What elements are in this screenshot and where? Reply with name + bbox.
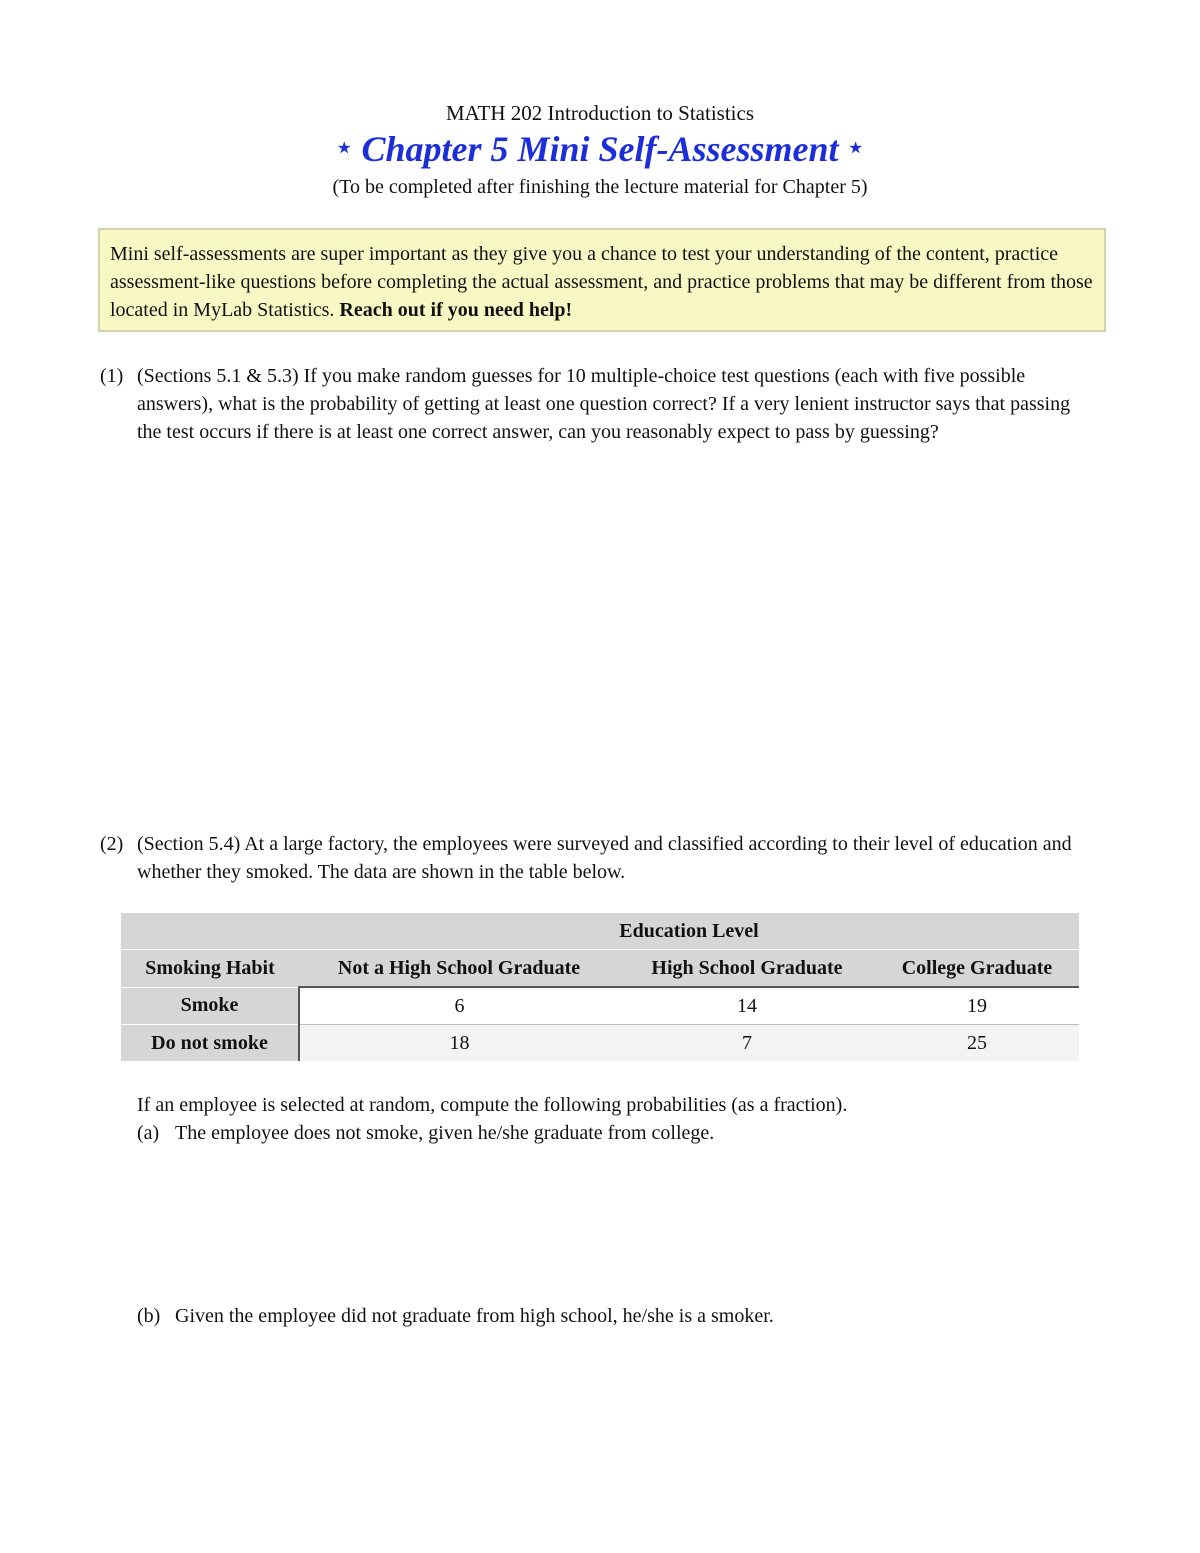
question-text: (Section 5.4) At a large factory, the employees were surveyed and classified according to their level of education and whether they smoked. The data are shown in the table below. [137,833,1072,883]
subtitle: (To be completed after finishing the lecture material for Chapter 5) [332,176,868,198]
notice-box [98,228,1106,332]
table-cell: 19 [875,987,1079,1025]
row-label: Do not smoke [121,1025,299,1062]
row-label: Smoke [121,987,299,1025]
column-header: Not a High School Graduate [299,950,619,988]
table-cell: 25 [875,1025,1079,1062]
table-cell: 18 [299,1025,619,1062]
part-b [137,1302,1077,1330]
course-name: MATH 202 Introduction to Statistics [446,101,754,125]
question-1 [100,362,1085,446]
part-a [137,1119,1077,1147]
row-header: Smoking Habit [121,950,299,988]
part-label: (a) [137,1122,160,1144]
notice-text: Mini self-assessments are super important as they give you a chance to test your understanding of the content, practice assessment-like questions before completing the actual assessment, and practice problems that may be different from those located in MyLab Statistics. [110,243,1093,321]
question-number: (2) [100,833,124,855]
question-text: (Sections 5.1 & 5.3) If you make random guesses for 10 multiple-choice test questions (each with five possible answers), what is the probability of getting at least one question correct? If a very lenient instructor says that passing the test occurs if there is at least one correct answer, can you reasonably expect to pass by guessing? [137,365,1071,443]
table-cell: 14 [619,987,875,1025]
table-row [121,1025,1079,1062]
question-2 [100,830,1085,886]
part-label: (b) [137,1305,161,1327]
table-corner [121,913,299,950]
page-title [0,128,1200,170]
part-text: The employee does not smoke, given he/she graduate from college. [175,1122,715,1144]
star-icon: ⋆ [336,133,353,162]
title-text: Chapter 5 Mini Self-Assessment [361,129,839,169]
column-header: High School Graduate [619,950,875,988]
column-header: College Graduate [875,950,1079,988]
table-cell: 7 [619,1025,875,1062]
notice-emphasis: Reach out if you need help! [339,299,573,321]
question-number: (1) [100,365,124,387]
group-header: Education Level [299,913,1079,950]
part-text: Given the employee did not graduate from high school, he/she is a smoker. [175,1305,774,1327]
star-icon: ⋆ [847,133,864,162]
instruction-text: If an employee is selected at random, compute the following probabilities (as a fraction). [137,1094,848,1116]
table-cell: 6 [299,987,619,1025]
data-table [121,913,1079,1061]
table-row [121,987,1079,1025]
